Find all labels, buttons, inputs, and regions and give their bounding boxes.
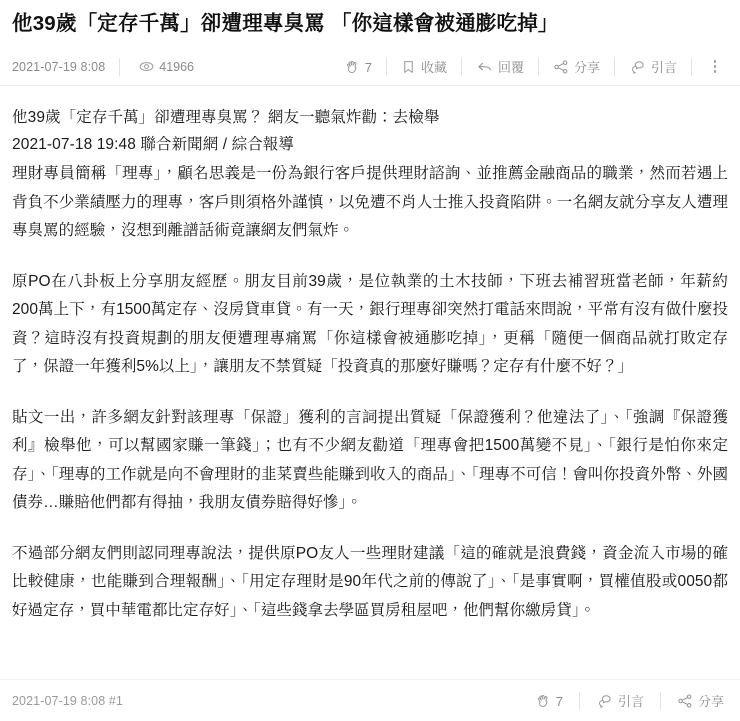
post-meta-left [12,58,194,76]
article-headline: 他39歲「定存千萬」卻遭理專臭罵？ 網友一聽氣炸勸：去檢舉 [12,109,440,126]
reply-label: 回覆 [497,59,524,75]
quote-button[interactable] [615,59,691,75]
reply-button[interactable] [462,59,538,75]
share-label: 分享 [573,59,600,75]
footer-actions [519,692,728,710]
post-meta-bar [12,48,728,85]
article-paragraph: 不過部分網友們則認同理專說法，提供原PO友人一些理財建議「這的確就是浪費錢，資金流入市場的確比較健康，也能賺到合理報酬」、「用定存理財是90年代之前的傳說了」、「是事實啊，買權值股或0050都好過定存，買中華電都比定存好」、「這些錢拿去學區買房租屋吧，他們幫你繳房貸」。 [12,544,728,619]
article-paragraph: 理財專員簡稱「理專」，顧名思義是一份為銀行客戶提供理財諮詢、並推薦金融商品的職業，然而若遇上背負不少業績壓力的理專，客戶則須格外謹慎，以免遭不肖人士推入投資陷阱。一名網友就分享友人遭理專臭罵的經驗，沒想到離譜話術竟讓網友們氣炸。 [12,165,728,239]
clap-button[interactable] [519,693,579,709]
reply-arrow-icon [476,59,493,75]
clap-count: 7 [555,693,563,709]
bookmark-label: 收藏 [420,59,447,75]
share-nodes-icon [553,59,569,75]
quote-button[interactable] [580,693,660,709]
share-label: 分享 [697,693,724,709]
article-paragraph: 原PO在八卦板上分享朋友經歷。朋友目前39歲，是位執業的土木技師，下班去補習班當老師，年薪約200萬上下，有1500萬定存、沒房貸車貸。有一天，銀行理專卻突然打電話來問說，平常有沒有做什麼投資？這時沒有投資規劃的朋友便遭理專痛罵「你這樣會被通膨吃掉」，更稱「隨便一個商品就打敗定存了，保證一年獲利5%以上」，讓朋友不禁質疑「投資真的那麼好賺嗎？定存有什麼不好？」 [12,272,728,375]
clap-button[interactable] [334,59,386,75]
post-header [0,0,740,85]
share-button[interactable] [661,693,728,709]
quote-bubbles-icon [629,59,646,75]
post-date: 2021-07-19 8:08 [12,59,106,74]
clap-hand-icon [344,59,360,75]
footer-post-date: 2021-07-19 8:08 #1 [12,693,123,708]
post-footer [0,680,740,721]
eye-icon [139,59,154,74]
quote-label: 引言 [617,693,644,709]
article-paragraph: 貼文一出，許多網友針對該理專「保證」獲利的言詞提出質疑「保證獲利？他違法了」、「強調『保證獲利』檢舉他，可以幫國家賺一筆錢」；也有不少網友勸道「理專會把1500萬變不見」、「銀行是怕你來定存」、「理專的工作就是向不會理財的韭菜賣些能賺到收入的商品」、「理專不可信！會叫你投資外幣、外國債券…賺賠他們都有得抽，我朋友債券賠得好慘」。 [12,408,728,511]
post-actions [334,58,728,76]
page-title: 他39歲「定存千萬」卻遭理專臭罵 「你這樣會被通膨吃掉」 [12,12,559,35]
quote-bubbles-icon [596,693,613,709]
article-byline: 2021-07-18 19:48 聯合新聞網 / 綜合報導 [12,136,295,153]
bookmark-icon [401,59,416,75]
post-content [0,86,740,679]
clap-hand-icon [535,693,551,709]
view-count [120,59,194,74]
kebab-menu-icon[interactable] [692,60,728,73]
share-button[interactable] [539,59,614,75]
view-count-value: 41966 [159,59,195,74]
bookmark-button[interactable] [387,59,461,75]
quote-label: 引言 [650,59,677,75]
clap-count: 7 [364,59,372,75]
share-nodes-icon [677,693,693,709]
